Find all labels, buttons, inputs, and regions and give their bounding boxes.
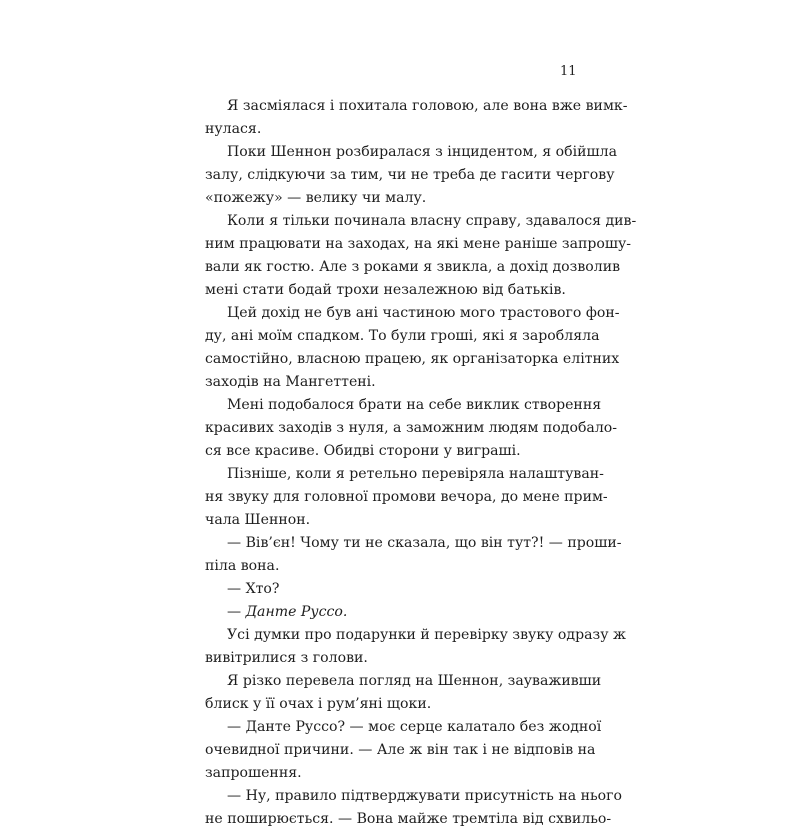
text-line: Я різко перевела погляд на Шеннон, зауваживши xyxy=(227,673,602,689)
text-line: вивітрилися з голови. xyxy=(205,650,368,666)
text-line: нулася. xyxy=(205,121,262,137)
text-line: мені стати бодай трохи незалежною від батьків. xyxy=(205,282,566,298)
text-line: ду, ані моїм спадком. То були гроші, які я заробляла xyxy=(205,328,600,344)
page-text xyxy=(205,95,637,831)
text-line: ним працювати на заходах, на які мене раніше запрошу- xyxy=(205,236,632,252)
text-line: очевидної причини. — Але ж він так і не відповів на xyxy=(205,742,596,758)
text-line: ся все красиве. Обидві сторони у виграші. xyxy=(205,443,521,459)
text-line: блиск у її очах і рум’яні щоки. xyxy=(205,696,432,712)
text-line: — Данте Руссо. xyxy=(227,604,348,620)
text-line: Пізніше, коли я ретельно перевіряла налаштуван- xyxy=(227,466,604,482)
text-line: Цей дохід не був ані частиною мого трастового фон- xyxy=(227,305,620,321)
text-line: самостійно, власною працею, як організаторка елітних xyxy=(205,351,620,367)
text-line: — Ну, правило підтверджувати присутність на нього xyxy=(227,788,623,804)
text-line: «пожежу» — велику чи малу. xyxy=(205,190,427,206)
page-number: 11 xyxy=(560,64,577,79)
text-line: вали як гостю. Але з роками я звикла, а дохід дозволив xyxy=(205,259,621,275)
text-line: заходів на Мангеттені. xyxy=(205,374,376,390)
text-line: ня звуку для головної промови вечора, до мене прим- xyxy=(205,489,608,505)
text-line: красивих заходів з нуля, а заможним людям подобало- xyxy=(205,420,618,436)
text-line: — Данте Руссо? — моє серце калатало без жодної xyxy=(227,719,602,735)
text-line: Коли я тільки починала власну справу, здавалося див- xyxy=(227,213,637,229)
text-line: — Вів’єн! Чому ти не сказала, що він тут?! — проши- xyxy=(227,535,622,551)
text-line: запрошення. xyxy=(205,765,302,781)
text-line: Усі думки про подарунки й перевірку звуку одразу ж xyxy=(227,627,626,643)
text-line: Я засміялася і похитала головою, але вона вже вимк- xyxy=(227,98,628,114)
text-line: Мені подобалося брати на себе виклик створення xyxy=(227,397,602,413)
text-line: Поки Шеннон розбиралася з інцидентом, я обійшла xyxy=(227,144,617,160)
text-line: чала Шеннон. xyxy=(205,512,311,528)
text-line: залу, слідкуючи за тим, чи не треба де гасити чергову xyxy=(205,167,615,183)
italic-name: Данте Руссо. xyxy=(245,604,348,620)
text-line: піла вона. xyxy=(205,558,280,574)
text-line: — Хто? xyxy=(227,581,280,597)
text-line: не поширюється. — Вона майже тремтіла від схвильо- xyxy=(205,811,612,827)
